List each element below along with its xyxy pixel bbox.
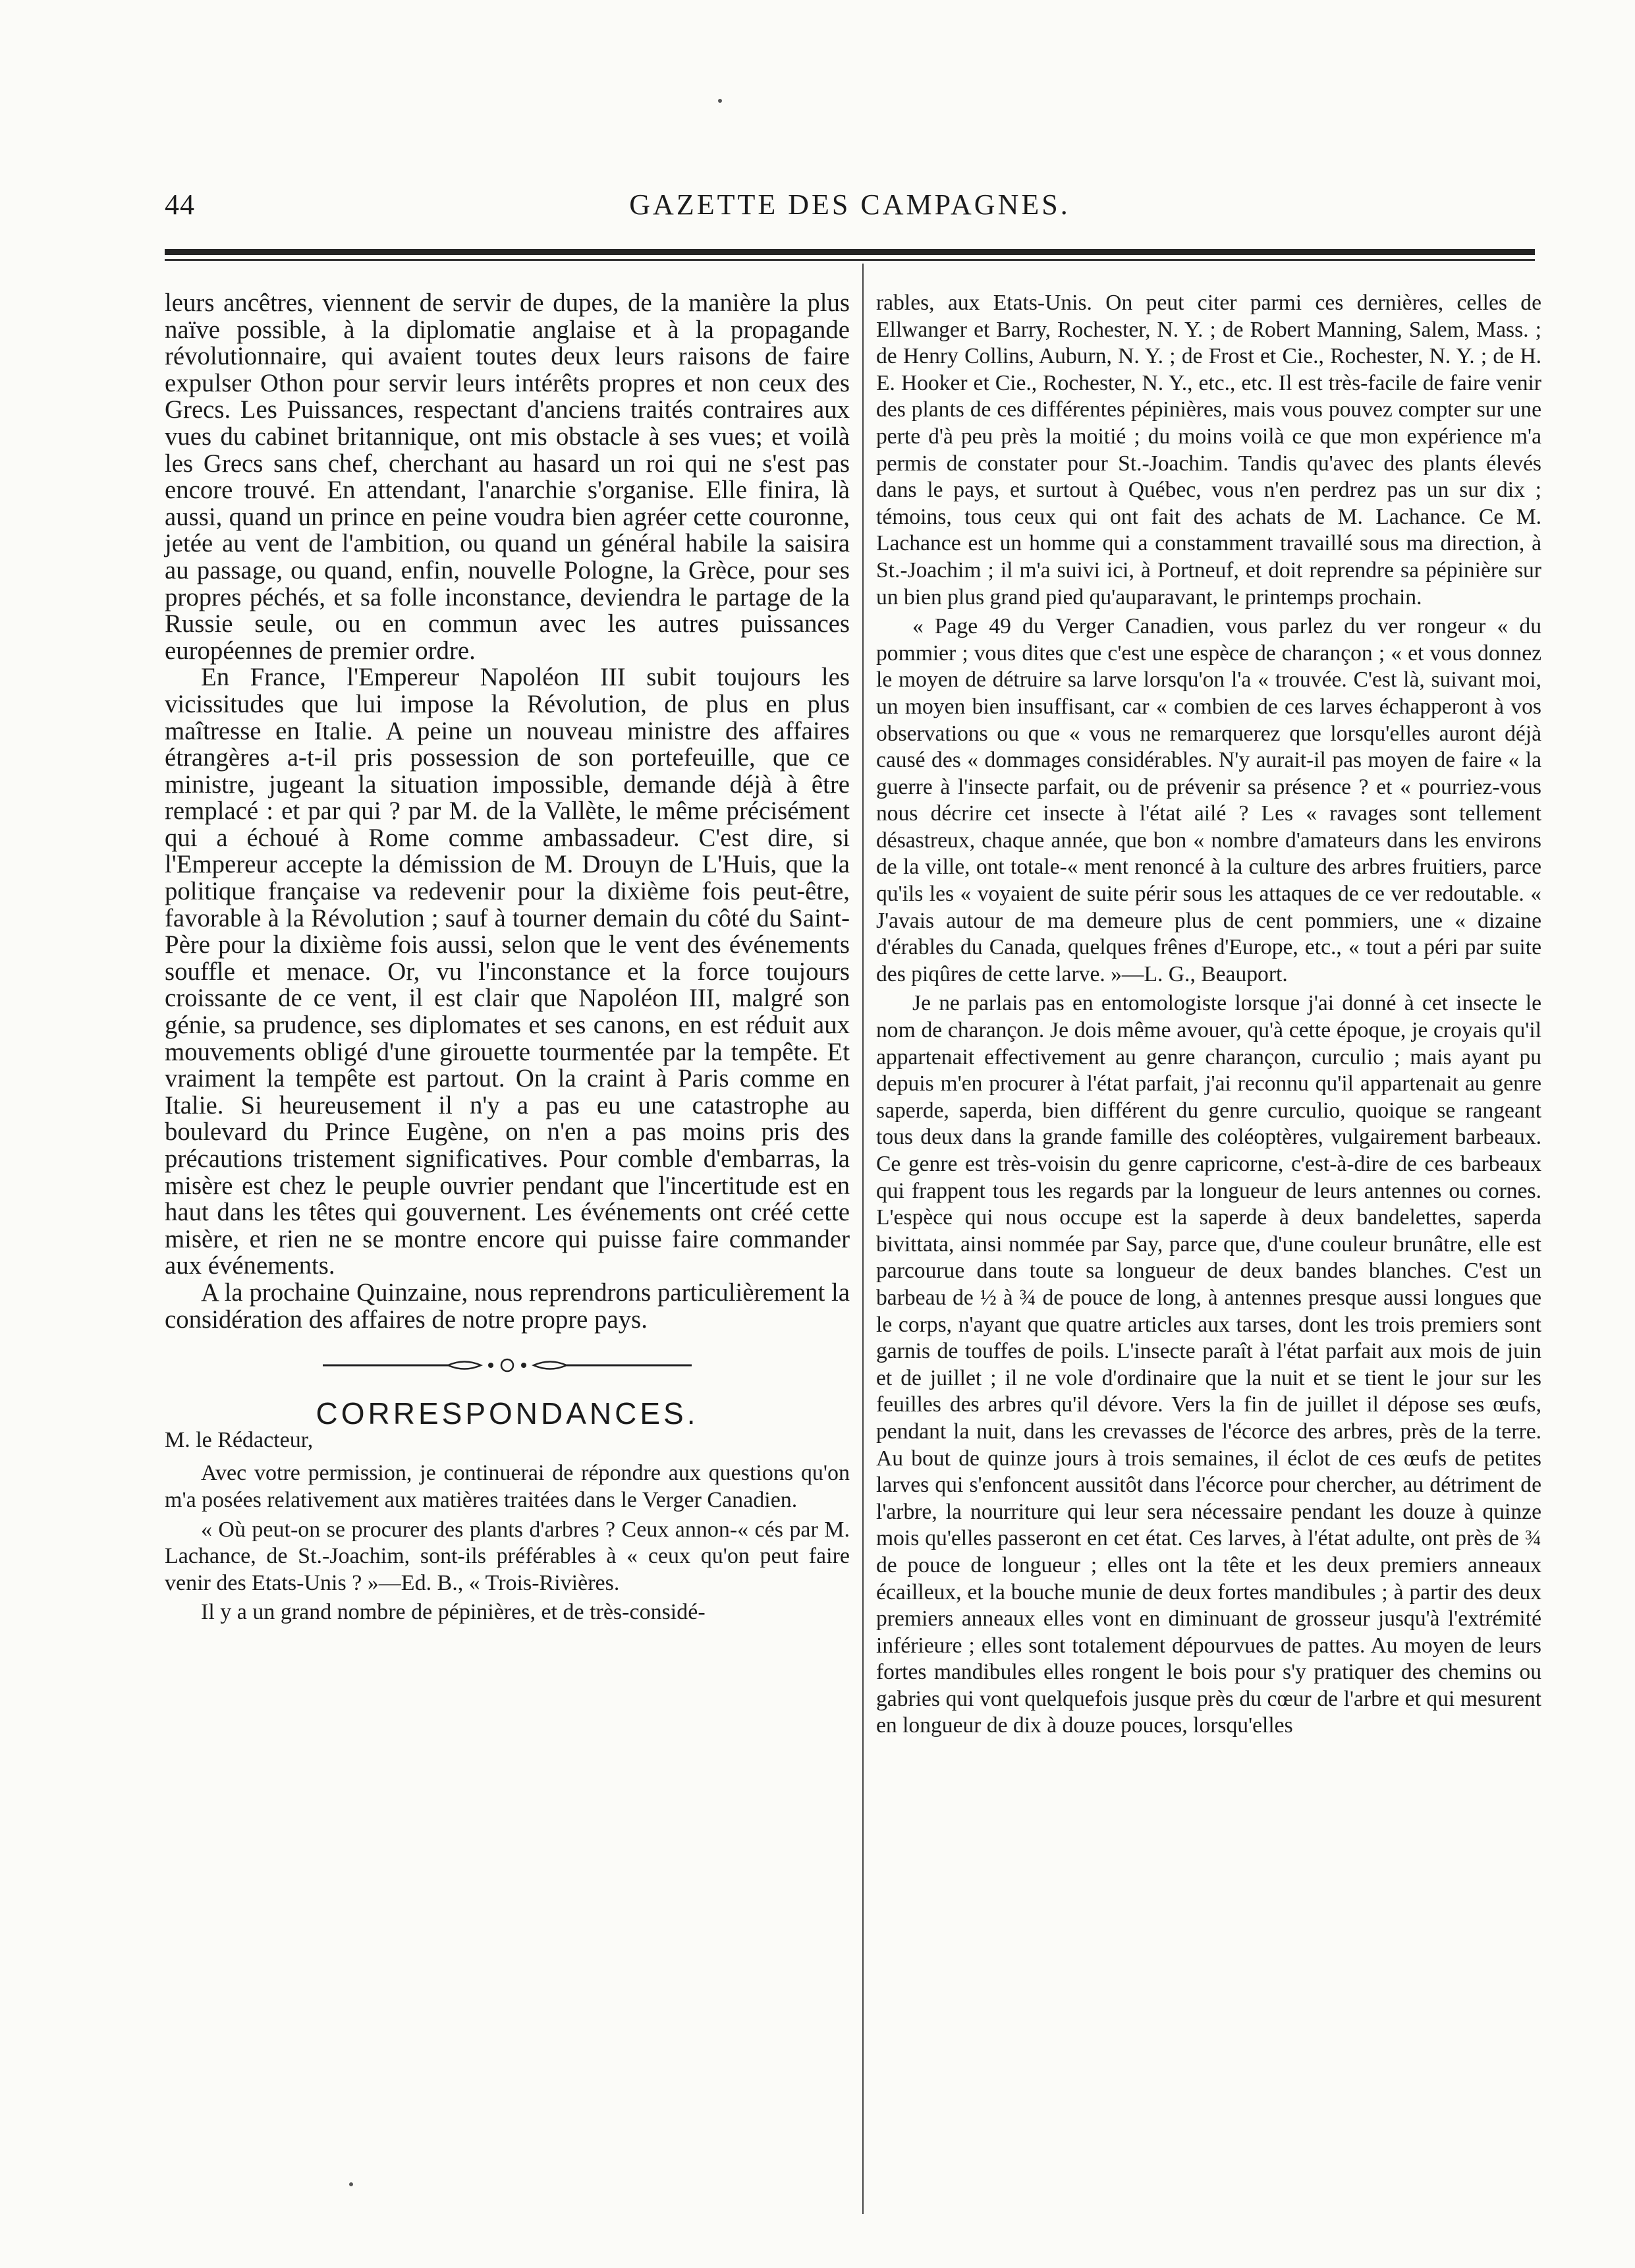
header-rule-thick [165, 249, 1535, 255]
correspondence-section [165, 1427, 850, 1626]
correspondence-paragraph: rables, aux Etats-Unis. On peut citer parmi ces dernières, celles de Ellwanger et Barry, Rochester, N. Y. ; de Robert Manning, Salem, Mass. ; de Henry Collins, Auburn, N. Y. ; de Frost et Cie., Rochester, N. Y. ; de H. E. Hooker et Cie., Rochester, N. Y., etc., etc. Il est très-facile de faire venir des plants de ces différentes pépinières, mais vous pouvez compter sur une perte d'à peu près la moitié ; du moins voilà ce que mon expérience m'a permis de constater pour St.-Joachim. Tandis qu'avec des plants élevés dans le pays, et surtout à Québec, vous n'en perdrez pas un sur dix ; témoins, tous ceux qui ont fait des achats de M. Lachance. Ce M. Lachance est un homme qui a constamment travaillé sous ma direction, à St.-Joachim ; il m'a suivi ici, à Portneuf, et doit reprendre sa pépinière sur un bien plus grand pied qu'auparavant, le printemps prochain. [876, 291, 1541, 610]
article-paragraph: leurs ancêtres, viennent de servir de dupes, de la manière la plus naïve possible, à la diplomatie anglaise et à la propagande révolutionnaire, qui avaient toutes deux leurs raisons de faire expulser Othon pour servir leurs intérêts propres et non ceux des Grecs. Les Puissances, respectant d'anciens traités contraires aux vues du cabinet britannique, ont mis obstacle à ses vues; et voilà les Grecs sans chef, cherchant au hasard un roi qui ne s'est pas encore trouvé. En attendant, l'anarchie s'organise. Elle finira, là aussi, quand un prince en peine voudra bien agréer cette couronne, jetée au vent de l'ambition, ou quand un général habile la saisira au passage, ou quand, enfin, nouvelle Pologne, la Grèce, pour ses propres péchés, et sa folle inconstance, deviendra le partage de la Russie seule, ou en commun avec les autres puissances européennes de premier ordre. [165, 289, 850, 665]
correspondence-paragraph: « Page 49 du Verger Canadien, vous parlez du ver rongeur « du pommier ; vous dites que c'est une espèce de charançon ; « et vous donnez le moyen de détruire sa larve lorsqu'on l'a « trouvée. C'est là, suivant moi, un moyen bien insuffisant, car « combien de ces larves échapperont à vos observations ou que « vous ne remarquerez que lorsqu'elles auront déjà causé des « dommages considérables. N'y aurait-il pas moyen de faire « la guerre à l'insecte parfait, ou de prévenir sa présence ? et « pourriez-vous nous décrire cet insecte à l'état ailé ? Les « ravages sont tellement désastreux, chaque année, que bon « nombre d'amateurs dans les environs de la ville, ont totale-« ment renoncé à la culture des arbres fruitiers, parce qu'ils les « voyaient de suite périr sous les attaques de ce ver redoutable. « J'avais autour de ma demeure plus de cent pommiers, une « dizaine d'érables du Canada, quelques frênes d'Europe, etc., « tout a péri par suite des piqûres de cette larve. »—L. G., Beauport. [876, 614, 1541, 986]
correspondence-paragraph: Avec votre permission, je continuerai de répondre aux questions qu'on m'a posées relativement aux matières traitées dans le Verger Canadien. [165, 1461, 850, 1512]
header-rule-thin [165, 259, 1535, 261]
print-speck [718, 99, 722, 103]
page-header [165, 188, 1535, 234]
correspondence-paragraph: Il y a un grand nombre de pépinières, et de très-considé- [201, 1600, 706, 1625]
salutation: M. le Rédacteur, [165, 1427, 314, 1452]
correspondence-paragraph: « Où peut-on se procurer des plants d'arbres ? Ceux annon-« cés par M. Lachance, de St.-Joachim, sont-ils préférables à « ceux qu'on peut faire venir des Etats-Unis ? »—Ed. B., « Trois-Rivières. [165, 1517, 850, 1595]
column-divider [862, 264, 864, 2214]
print-speck [349, 2182, 353, 2186]
section-heading: CORRESPONDANCES. [316, 1396, 699, 1431]
right-column [876, 290, 1541, 1740]
ornament-separator-icon [323, 1358, 692, 1373]
journal-title: GAZETTE DES CAMPAGNES. [629, 188, 1070, 221]
correspondence-paragraph: Je ne parlais pas en entomologiste lorsque j'ai donné à cet insecte le nom de charançon. Je dois même avouer, qu'à cette époque, je croyais qu'il appartenait effectivement au genre charançon, curculio ; mais ayant pu depuis m'en procurer à l'état parfait, j'ai reconnu qu'il appartenait au genre saperde, saperda, bien différent du genre curculio, quoique se rangeant tous deux dans la grande famille des coléoptères, vulgairement barbeaux. Ce genre est très-voisin du genre capricorne, c'est-à-dire de ces barbeaux qui frappent tous les regards par la longueur de leurs antennes ou cornes. L'espèce qui nous occupe est la saperde à deux bandelettes, saperda bivittata, ainsi nommée par Say, parce que, d'une couleur brunâtre, elle est parcourue dans toute sa longueur de deux bandes blanches. C'est un barbeau de ½ à ¾ de pouce de long, à antennes presque aussi longues que le corps, n'ayant que quatre articles aux tarses, dont les trois premiers sont garnis de touffes de poils. L'insecte paraît à l'état parfait aux mois de juin et de juillet ; il ne vole d'ordinaire que la nuit et se tient le jour sur les feuilles des arbres qu'il dévore. Vers la fin de juillet il dépose ses œufs, pendant la nuit, dans les crevasses de l'écorce des arbres, près de la terre. Au bout de quinze jours à trois semaines, il éclot de ces œufs de petites larves qui s'enfoncent aussitôt dans l'écorce pour chercher, au détriment de l'arbre, la nourriture qui leur sera nécessaire pendant les douze à quinze mois qu'elles passeront en cet état. Ces larves, à l'état adulte, ont près de ¾ de pouce de longueur ; elles ont la tête et les deux premiers anneaux écailleux, et la bouche munie de deux fortes mandibules ; à partir des deux premiers anneaux elles vont en diminuant de grosseur jusqu'à l'extrémité inférieure ; elles sont totalement dépourvues de pattes. Au moyen de leurs fortes mandibules elles rongent le bois pour s'y pratiquer des chemins ou gabries qui vont quelquefois jusque près du cœur de l'arbre et qui mesurent en longueur de dix à douze pouces, lorsqu'elles [876, 991, 1541, 1738]
left-column [165, 290, 850, 1626]
article-paragraph: A la prochaine Quinzaine, nous reprendrons particulièrement la considération des affaires de notre propre pays. [165, 1278, 850, 1334]
page-number: 44 [165, 188, 195, 221]
article-paragraph: En France, l'Empereur Napoléon III subit toujours les vicissitudes que lui impose la Révolution, de plus en plus maîtresse en Italie. A peine un nouveau ministre des affaires étrangères a-t-il pris possession de son portefeuille, que ce ministre, jugeant la situation impossible, demande déjà à être remplacé : et par qui ? par M. de la Vallète, le même précisément qui a échoué à Rome comme ambassadeur. C'est dire, si l'Empereur accepte la démission de M. Drouyn de L'Huis, que la politique française va redevenir pour la dixième fois peut-être, favorable à la Révolution ; sauf à tourner demain du côté du Saint-Père pour la dixième fois aussi, selon que le vent des événements souffle et menace. Or, vu l'inconstance et la force toujours croissante de ce vent, il est clair que Napoléon III, malgré son génie, sa prudence, ses diplomates et ses canons, en est réduit aux mouvements obligé d'une girouette tourmentée par la tempête. Et vraiment la tempête est partout. On la craint à Paris comme en Italie. Si heureusement il n'y a pas eu une catastrophe au boulevard du Prince Eugène, on n'en a pas moins pris des précautions tristement significatives. Pour comble d'embarras, la misère est chez le peuple ouvrier pendant que l'incertitude est en haut dans les têtes qui gouvernent. Les événements ont créé cette misère, et rien ne se montre encore qui puisse faire commander aux événements. [165, 663, 850, 1280]
